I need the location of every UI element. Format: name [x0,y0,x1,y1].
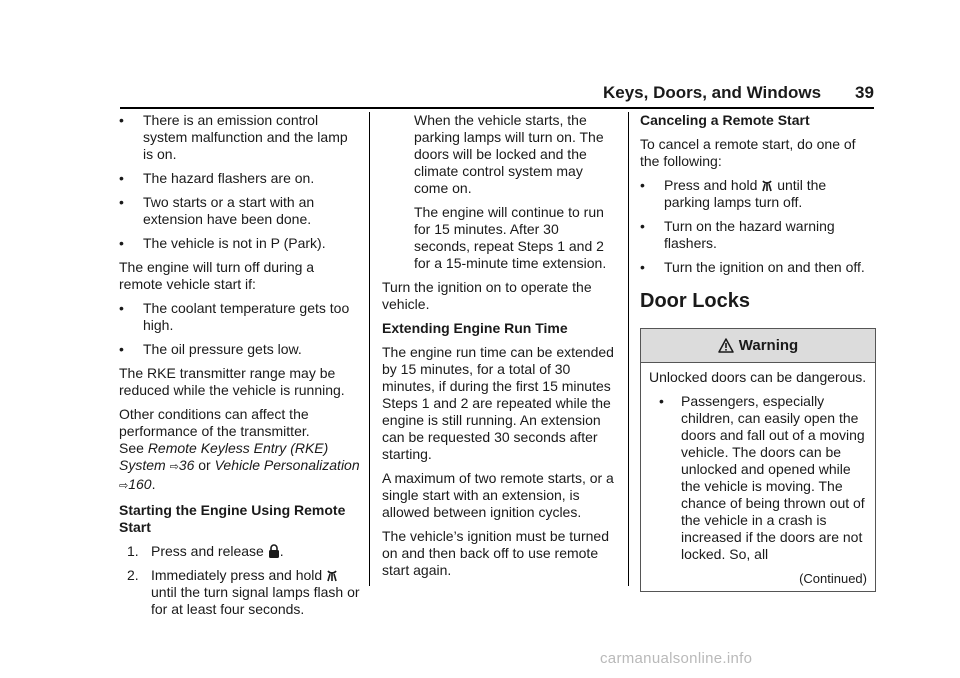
paragraph-extending: The engine run time can be extended by 15 minutes, for a total of 30 minutes, if during the first 15 minutes Steps 1 and 2 are repeated while the engine is still running. An extension can be requested 30 seconds after starting. [382,344,614,462]
xref-arrow-icon: ⇨ [169,461,179,473]
bullet-mark: • [119,300,124,316]
list-item-text: The vehicle is not in P (Park). [143,235,326,251]
remote-start-icon [761,178,773,193]
step-2 [119,567,361,618]
list-item-text: The oil pressure gets low. [143,341,302,357]
xref-arrow-icon: ⇨ [119,480,129,492]
step-text: Immediately press and hold [151,567,323,583]
list-item [640,218,876,252]
list-item [119,300,361,334]
warning-title: Warning [738,337,799,354]
bullet-mark: • [640,177,645,193]
paragraph-cancel: To cancel a remote start, do one of the following: [640,136,856,169]
warning-body [641,363,875,591]
bullet-mark: • [640,218,645,234]
continued-label: (Continued) [799,571,867,586]
list-item-text: Turn on the hazard warning flashers. [664,218,835,251]
indented-paragraph-continue: The engine will continue to run for 15 minutes. After 30 seconds, repeat Steps 1 and 2 for a 15-minute time extension. [414,204,607,271]
list-item-text: The coolant temperature gets too high. [143,300,350,333]
watermark: carmanualsonline.info [600,650,753,667]
list-item-text: The hazard flashers are on. [143,170,315,186]
warning-icon [718,338,734,353]
indented-paragraph-starts: When the vehicle starts, the parking lamps will turn on. The doors will be locked and the climate control system may come on. [414,112,604,196]
step-number: 2. [127,567,139,583]
warning-intro: Unlocked doors can be dangerous. [649,369,867,385]
list-item [640,259,876,276]
heading-canceling: Canceling a Remote Start [640,112,810,128]
bullet-mark: • [119,235,124,251]
step-1: 1. Press and release . [127,543,284,559]
paragraph-conditions: Other conditions can affect the performance of the transmitter. See Remote Keyless Entry (RKE) System ⇨36 or Vehicle Personalization ⇨160. [119,406,360,492]
list-item [119,341,361,358]
page-number: 39 [855,83,874,102]
step-text-continued: until the turn signal lamps flash or for at least four seconds. [151,584,360,617]
paragraph-turn-off: The engine will turn off during a remote vehicle start if: [119,259,315,292]
bullet-mark: • [119,194,124,210]
list-item [640,177,876,211]
bullet-mark: • [640,259,645,275]
section-title-door-locks: Door Locks [640,290,751,312]
list-item [119,112,361,163]
xref-personalization-page[interactable]: 160 [128,476,152,492]
xref-rke-title[interactable]: Remote Keyless Entry (RKE) System [119,440,329,473]
column-3 [640,112,876,592]
or-word: or [198,457,211,473]
see-word: See [119,440,144,456]
remote-start-icon [326,568,338,583]
list-item [119,235,361,252]
bullet-mark: • [659,393,664,409]
heading-extending: Extending Engine Run Time [382,320,568,336]
paragraph-range: The RKE transmitter range may be reduced while the vehicle is running. [119,365,345,398]
column-divider-right [628,112,629,586]
warning-bullet-text: Passengers, especially children, can easily open the doors and fall out of a moving vehicle. The doors can be unlocked and opened while the vehicle is moving. The chance of being thrown out of the vehicle in a crash is increased if the doors are not locked. So, all [681,393,865,562]
list-item [119,170,361,187]
xref-rke-page[interactable]: 36 [178,457,195,473]
list-item-text: Press and hold [664,177,758,193]
heading-starting-remote: Starting the Engine Using Remote Start [119,502,346,535]
warning-header [641,329,875,363]
column-1 [119,112,361,625]
step-number: 1. [127,543,139,559]
list-item [649,393,867,563]
paragraph-must: The vehicle’s ignition must be turned on and then back off to use remote start again. [382,528,609,578]
step-text: Press and release [151,543,264,559]
bullet-mark: • [119,341,124,357]
bullet-mark: • [119,170,124,186]
xref-personalization-title[interactable]: Vehicle Personalization [214,457,360,473]
header-rule [120,107,874,109]
list-item-text: Two starts or a start with an extension have been done. [143,194,315,227]
lock-icon [268,544,280,559]
conditions-text: Other conditions can affect the performance of the transmitter. [119,406,310,439]
paragraph-maximum: A maximum of two remote starts, or a single start with an extension, is allowed between ignition cycles. [382,470,614,520]
paragraph-ignition: Turn the ignition on to operate the vehicle. [382,279,592,312]
bullet-mark: • [119,112,124,128]
list-item-text: Turn the ignition on and then off. [664,259,865,275]
warning-box [640,328,876,592]
page-header-title: Keys, Doors, and Windows [603,83,822,102]
list-item-text-continued: until the parking lamps turn off. [664,177,827,210]
list-item-text: There is an emission control system malfunction and the lamp is on. [143,112,348,162]
column-2 [382,112,618,586]
column-divider-left [369,112,370,586]
list-item [119,194,361,228]
